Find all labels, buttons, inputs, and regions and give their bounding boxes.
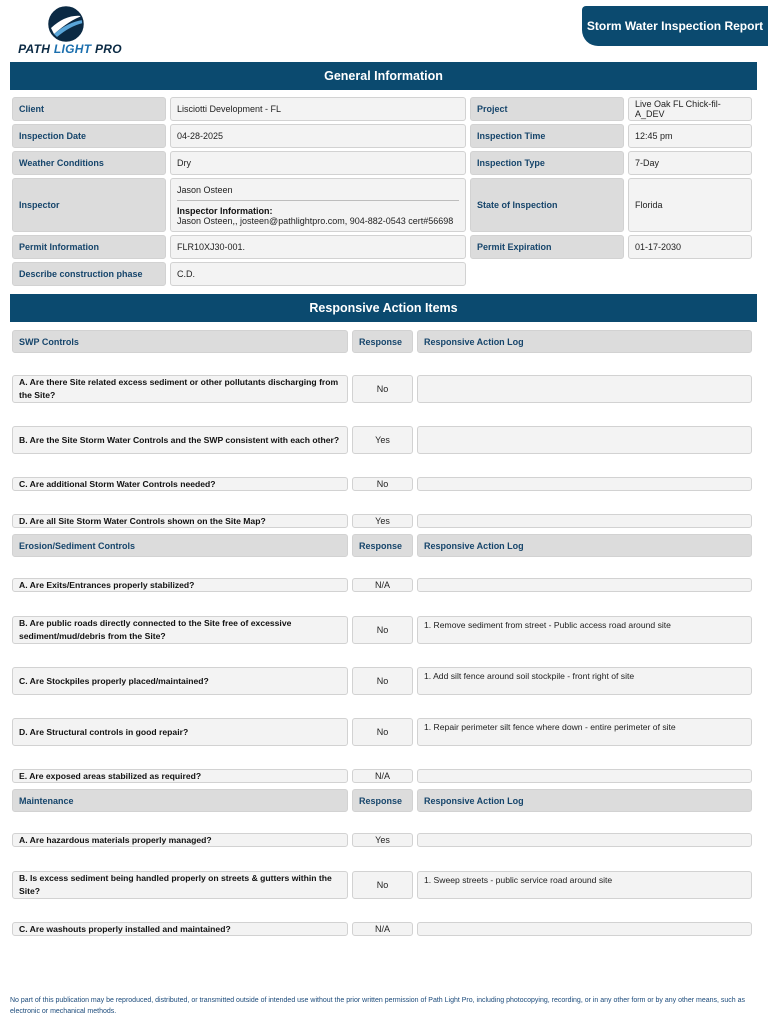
inspection-type-value: 7-Day (628, 151, 752, 175)
swp-action-log (417, 426, 752, 454)
footer-disclaimer: No part of this publication may be reproduced, distributed, or transmitted outside of intended use without the prior written permission of Path Light Pro, including photocopying, recording, or in any other form or by any other means, such as electronic or mechanical methods. (10, 997, 746, 1015)
swp-action-log (417, 375, 752, 403)
erosion-action-log: 1. Remove sediment from street - Public access road around site (417, 616, 752, 644)
maintenance-section-header: Maintenance (12, 789, 348, 812)
swp-action-log (417, 514, 752, 528)
maintenance-question: C. Are washouts properly installed and maintained? (12, 922, 348, 936)
inspection-date-value: 04-28-2025 (170, 124, 466, 148)
erosion-action-log (417, 769, 752, 783)
swp-question: B. Are the Site Storm Water Controls and the SWP consistent with each other? (12, 426, 348, 454)
inspection-date-label: Inspection Date (12, 124, 166, 148)
maintenance-log-header: Responsive Action Log (417, 789, 752, 812)
maintenance-question: A. Are hazardous materials properly managed? (12, 833, 348, 847)
maintenance-response: Yes (352, 833, 413, 847)
inspection-time-label: Inspection Time (470, 124, 624, 148)
construction-phase-value: C.D. (170, 262, 466, 286)
logo-wordmark: PATH LIGHT PRO (18, 42, 122, 56)
inspector-info-label: Inspector Information: (177, 205, 273, 216)
erosion-response-header: Response (352, 534, 413, 557)
permit-expiration-label: Permit Expiration (470, 235, 624, 259)
erosion-response: No (352, 718, 413, 746)
maintenance-response-header: Response (352, 789, 413, 812)
company-logo (10, 6, 122, 58)
erosion-question: A. Are Exits/Entrances properly stabilized? (12, 578, 348, 592)
weather-label: Weather Conditions (12, 151, 166, 175)
swp-section-header: SWP Controls (12, 330, 348, 353)
state-label: State of Inspection (470, 178, 624, 232)
erosion-question: C. Are Stockpiles properly placed/maintained? (12, 667, 348, 695)
swp-question: A. Are there Site related excess sediment or other pollutants discharging from the Site? (12, 375, 348, 403)
erosion-response: No (352, 616, 413, 644)
project-value: Live Oak FL Chick-fil-A_DEV (628, 97, 752, 121)
permit-label: Permit Information (12, 235, 166, 259)
erosion-response: No (352, 667, 413, 695)
maintenance-response: No (352, 871, 413, 899)
swp-question: D. Are all Site Storm Water Controls shown on the Site Map? (12, 514, 348, 528)
permit-value: FLR10XJ30-001. (170, 235, 466, 259)
erosion-action-log: 1. Add silt fence around soil stockpile - front right of site (417, 667, 752, 695)
inspection-time-value: 12:45 pm (628, 124, 752, 148)
inspection-type-label: Inspection Type (470, 151, 624, 175)
weather-value: Dry (170, 151, 466, 175)
erosion-question: D. Are Structural controls in good repair? (12, 718, 348, 746)
maintenance-question: B. Is excess sediment being handled properly on streets & gutters within the Site? (12, 871, 348, 899)
swp-log-header: Responsive Action Log (417, 330, 752, 353)
erosion-question: B. Are public roads directly connected to the Site free of excessive sediment/mud/debris from the Site? (12, 616, 348, 644)
permit-expiration-value: 01-17-2030 (628, 235, 752, 259)
erosion-response: N/A (352, 578, 413, 592)
project-label: Project (470, 97, 624, 121)
maintenance-action-log (417, 922, 752, 936)
erosion-question: E. Are exposed areas stabilized as required? (12, 769, 348, 783)
swp-response: No (352, 375, 413, 403)
erosion-action-log: 1. Repair perimeter silt fence where down - entire perimeter of site (417, 718, 752, 746)
inspector-info: Jason Osteen,, josteen@pathlightpro.com, 904-882-0543 cert#56698 (177, 215, 454, 226)
swp-response: No (352, 477, 413, 491)
swp-question: C. Are additional Storm Water Controls needed? (12, 477, 348, 491)
erosion-log-header: Responsive Action Log (417, 534, 752, 557)
swp-response: Yes (352, 514, 413, 528)
client-label: Client (12, 97, 166, 121)
swp-response-header: Response (352, 330, 413, 353)
maintenance-response: N/A (352, 922, 413, 936)
report-title: Storm Water Inspection Report (582, 6, 768, 46)
general-information-banner: General Information (10, 62, 757, 90)
responsive-action-items-banner: Responsive Action Items (10, 294, 757, 322)
client-value: Lisciotti Development - FL (170, 97, 466, 121)
swp-action-log (417, 477, 752, 491)
inspector-label: Inspector (12, 178, 166, 232)
erosion-response: N/A (352, 769, 413, 783)
inspector-value (170, 178, 466, 232)
logo-globe-icon (10, 6, 122, 46)
inspector-divider (177, 200, 459, 201)
state-value: Florida (628, 178, 752, 232)
erosion-section-header: Erosion/Sediment Controls (12, 534, 348, 557)
inspector-name: Jason Osteen (177, 184, 233, 195)
maintenance-action-log: 1. Sweep streets - public service road around site (417, 871, 752, 899)
erosion-action-log (417, 578, 752, 592)
construction-phase-label: Describe construction phase (12, 262, 166, 286)
swp-response: Yes (352, 426, 413, 454)
maintenance-action-log (417, 833, 752, 847)
